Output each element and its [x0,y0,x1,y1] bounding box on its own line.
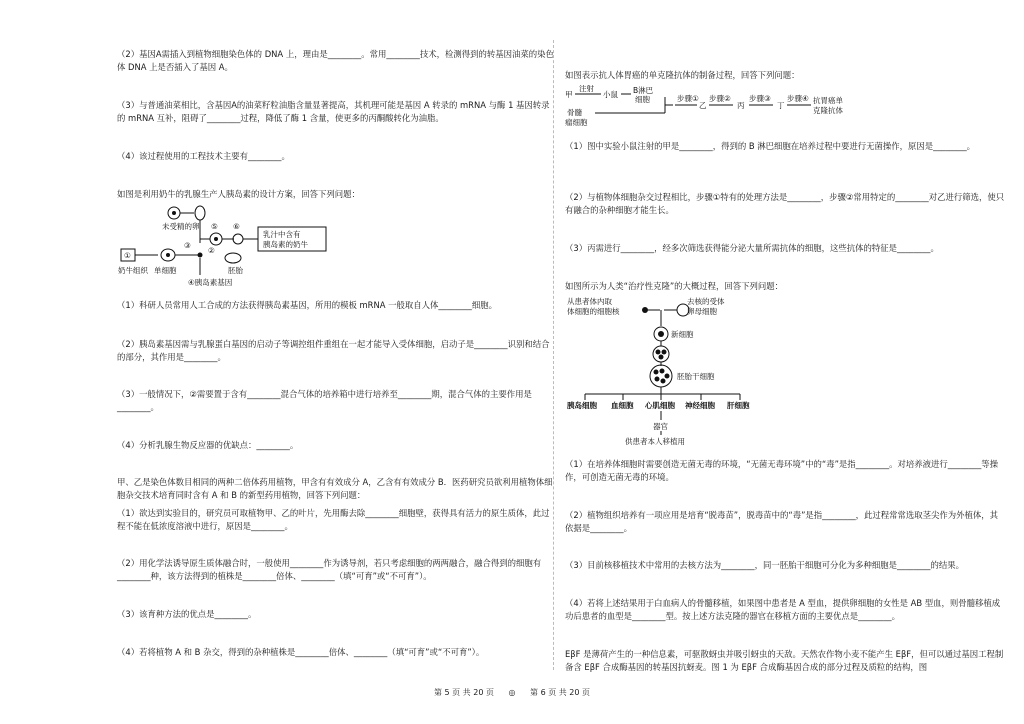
question-paragraph: 如图是利用奶牛的乳腺生产人胰岛素的设计方案，回答下列问题： [117,189,360,199]
liver-cell-label: 肝细胞 [727,401,750,410]
question-paragraph: EβF 是薄荷产生的一种信息素，可驱散蚜虫并吸引蚜虫的天敌。天然农作物小麦不能产生 EβF，但可以通过基因工程制备含 EβF 合成酶基因的转基因抗蚜麦。图 1 为 EβF 合成酶基因合成的部分过程及质粒的结构，图 [565,649,1004,672]
myeloma-label-2: 瘤细胞 [565,118,588,127]
question-paragraph: （3）目前核移植技术中常用的去核方法为________，同一胚胎干细胞可分化为多种细胞是________的结果。 [565,560,964,570]
question-paragraph: （4）该过程使用的工程技术主要有________。 [117,151,290,161]
single-cell-label: 单细胞 [154,266,177,275]
question-paragraph: （3）与普通油菜相比，含基因A的油菜籽粒油脂含量显著提高，其机理可能是基因 A 转录的 mRNA 与酶 1 基因转录的 mRNA 互补，阻碍了________过程，降低了酶 1 含量，使更多的丙酮酸转化为油脂。 [117,100,550,123]
result-label-1: 抗胃癌单 [813,96,843,105]
islet-cell-label: 胰岛细胞 [567,401,597,410]
num-6: ⑥ [233,222,240,231]
question-paragraph: （4）若将植物 A 和 B 杂交，得到的杂种植株是________倍体、________（填“可育”或“不可育”）。 [117,647,485,657]
gene-label: ④胰岛素基因 [188,278,233,287]
question-paragraph: （1）欲达到实验目的，研究员可取植物甲、乙的叶片，先用酶去除________细胞壁，获得具有活力的原生质体，此过程不能在低浓度溶液中进行，原因是________。 [117,508,550,531]
recipient-label-2: 卵母细胞 [687,307,717,316]
blood-cell-label: 血细胞 [611,401,634,410]
ding-label: 丁 [777,101,785,110]
num-3: ③ [184,241,191,250]
donor-label-2: 体细胞的细胞核 [567,307,620,316]
question-paragraph: （2）用化学法诱导原生质体融合时，一般使用________作为诱导剂，若只考虑细胞的两两融合，融合得到的细胞有________种，该方法得到的植株是________倍体、________（填“可育”或“不可育”）。 [117,558,542,581]
egg-label: 未受精的卵 [162,222,200,231]
question-paragraph: （2）植物组织培养有一项应用是培育“脱毒苗”，脱毒苗中的“毒”是指________，此过程常常选取茎尖作为外植体，其依据是________。 [565,510,999,533]
milk-label-2: 胰岛素的奶牛 [263,240,308,249]
question-paragraph: 如图所示为人类“治疗性克隆”的大概过程，回答下列问题： [565,281,784,291]
step3-label: 步骤③ [749,94,771,103]
right-page-number: 第 6 页 共 20 页 [530,688,591,697]
bcell-label-1: B淋巴 [633,86,654,95]
question-paragraph: （1）科研人员常用人工合成的方法获得胰岛素基因，所用的模板 mRNA 一般取自人体________细胞。 [117,300,497,310]
bing-label: 丙 [737,101,745,110]
bcell-label-2: 细胞 [635,95,650,104]
monoclonal-antibody-diagram [565,85,865,133]
question-paragraph: 甲、乙是染色体数目相同的两种二倍体药用植物，甲含有有效成分 A，乙含有有效成分 B．医药研究员欲利用植物体细胞杂交技术培育同时含有 A 和 B 的新型药用植物，回答下列问题： [117,477,553,500]
question-paragraph: 如图表示抗人体胃癌的单克隆抗体的制备过程，回答下列问题： [565,70,800,80]
inject-label: 注射 [579,85,594,93]
cow-tissue-label: 奶牛组织 [118,266,148,275]
left-page-number: 第 5 页 共 20 页 [433,688,494,697]
embryo-label: 胚胎 [228,266,243,275]
mouse-label: 小鼠 [603,90,618,99]
transplant-use-label: 供患者本人移植用 [625,437,685,446]
stem-cell-label: 胚胎干细胞 [677,372,715,381]
therapeutic-cloning-diagram [565,296,765,451]
cardiac-cell-label: 心肌细胞 [645,401,675,410]
donor-label-1: 从患者体内取 [567,297,612,306]
num-1: ① [124,251,131,260]
question-paragraph: （1）在培养体细胞时需要创造无菌无毒的环境，“无菌无毒环境”中的“毒”是指________。对培养液进行________等操作，可创造无菌无毒的环境。 [565,459,999,482]
result-label-2: 克隆抗体 [813,106,843,115]
question-paragraph: （2）胰岛素基因需与乳腺蛋白基因的启动子等调控组件重组在一起才能导入受体细胞，启动子是________识别和结合的部分，其作用是________。 [117,339,550,362]
question-paragraph: （2）与植物体细胞杂交过程相比，步骤①特有的处理方法是________，步骤②常用特定的________对乙进行筛选，使只有融合的杂种细胞才能生长。 [565,192,1005,215]
step4-label: 步骤④ [787,94,809,103]
milk-label-1: 乳汁中含有 [263,230,301,239]
question-paragraph: （1）图中实验小鼠注射的甲是________，得到的 B 淋巴细胞在培养过程中要进行无菌操作，原因是________。 [565,141,976,151]
recipient-label-1: 去核的受体 [687,297,725,306]
yi-label: 乙 [699,101,707,110]
question-paragraph: （2）基因A需插入到植物细胞染色体的 DNA 上，理由是________。常用________技术，检测得到的转基因油菜的染色体 DNA 上是否插入了基因 A。 [117,49,554,72]
new-cell-label: 新细胞 [671,330,694,339]
nerve-cell-label: 神经细胞 [685,401,715,410]
myeloma-label-1: 骨髓 [567,108,582,117]
jia-label: 甲 [565,90,573,99]
num-5: ⑤ [211,222,218,231]
question-paragraph: （3）一般情况下，②需要置于含有________混合气体的培养箱中进行培养至________期，混合气体的主要作用是________。 [117,389,532,412]
footer-separator: ◎ [508,688,516,697]
step1-label: 步骤① [677,94,699,103]
question-paragraph: （3）丙需进行________，经多次筛选获得能分泌大量所需抗体的细胞，这些抗体的特征是________。 [565,243,939,253]
organ-label: 器官 [653,422,668,431]
step2-label: 步骤② [709,94,731,103]
column-divider [553,40,554,670]
insulin-cow-diagram [118,203,348,288]
question-paragraph: （3）该育种方法的优点是________。 [117,609,257,619]
page-footer [0,687,1024,698]
num-2: ② [208,246,215,255]
question-paragraph: （4）若将上述结果用于白血病人的骨髓移植，如果图中患者是 A 型血，提供卵细胞的女性是 AB 型血，则骨髓移植成功后患者的血型是________型。按上述方法克隆的器官在移植方面的主要优点是________。 [565,598,1001,621]
question-paragraph: （4）分析乳腺生物反应器的优缺点：________。 [117,440,299,450]
